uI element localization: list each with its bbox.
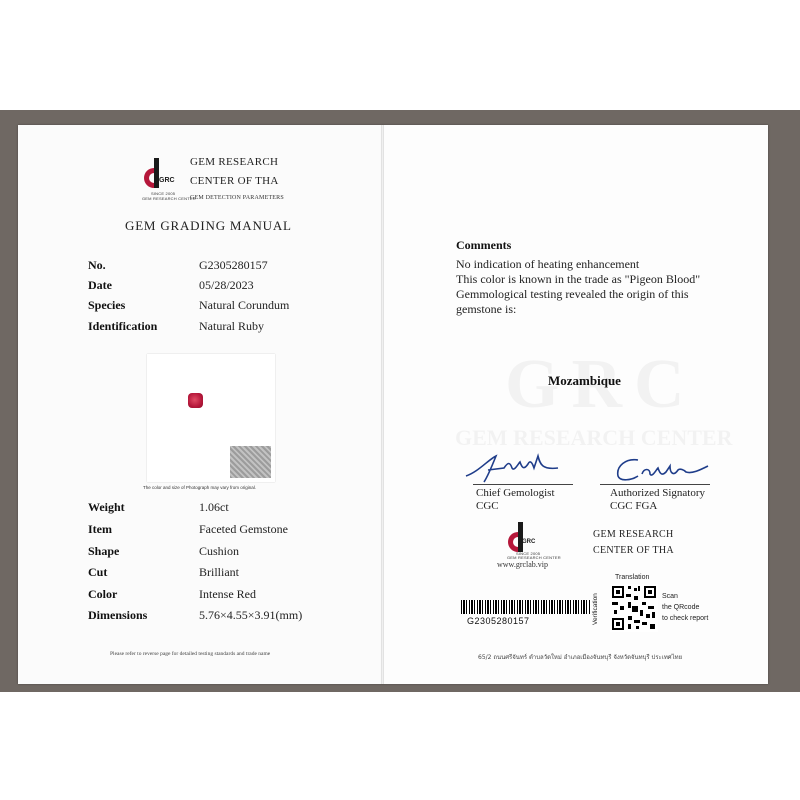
detail-value: 5.76×4.55×3.91(mm): [199, 608, 303, 622]
signature-line: [473, 484, 573, 485]
comment-line: gemstone is:: [456, 302, 517, 316]
org-name-line1: GEM RESEARCH: [190, 156, 279, 168]
ruby-stone: [188, 393, 203, 408]
barcode-number: G2305280157: [467, 616, 530, 626]
qr-instruction-line: the QRcode: [662, 604, 700, 611]
org-name: [190, 155, 279, 188]
comment-line: No indication of heating enhancement: [456, 257, 640, 271]
page-title: GEM GRADING MANUAL: [125, 218, 292, 233]
qr-instruction-line: Scan: [662, 593, 678, 600]
lab-address: 65/2 ถนนศรีจันทร์ ตำบลวัดใหม่ อำเภอเมืองจันทบุรี จังหวัดจันทบุรี ประเทศไทย: [478, 654, 683, 661]
report-barcode: [461, 600, 591, 614]
signer1-block: [476, 487, 555, 513]
chief-gemologist-signature: [458, 450, 568, 486]
detail-label: Cut: [88, 565, 108, 579]
detail-label: Identification: [88, 319, 158, 333]
detail-value: G2305280157: [199, 258, 268, 272]
detail-row-species: [88, 298, 348, 316]
detail-label: Item: [88, 522, 112, 536]
signer2-title: Authorized Signatory: [610, 487, 706, 499]
org-name-line1: GEM RESEARCH: [593, 529, 674, 540]
comment-line: This color is known in the trade as "Pigeon Blood": [456, 272, 701, 286]
grc-logo-right: [504, 520, 561, 560]
detail-row-color: [88, 587, 348, 605]
signer1-org: CGC: [476, 500, 499, 512]
comment-line: Gemmological testing revealed the origin of this: [456, 287, 689, 301]
logo-grc-text: GRC: [159, 177, 175, 184]
signature-line: [600, 484, 710, 485]
gemstone-photo: [147, 354, 275, 482]
website-link[interactable]: www.grclab.vip: [497, 560, 549, 569]
detail-label: Weight: [88, 500, 125, 514]
detail-row-date: [88, 278, 348, 296]
detail-row-shape: [88, 544, 348, 562]
detail-value: Natural Corundum: [199, 298, 290, 312]
signer1-title: Chief Gemologist: [476, 487, 555, 499]
logo-since: SINCE 2005: [516, 551, 541, 556]
security-hologram: [230, 446, 271, 478]
detail-row-identification: [88, 319, 348, 337]
page-spine: [381, 125, 384, 684]
org-name-line2: CENTER OF THA: [593, 545, 674, 556]
logo-tagline: GEM RESEARCH CENTER: [507, 555, 561, 560]
detail-value: 05/28/2023: [199, 278, 254, 292]
grc-logo: [140, 156, 196, 202]
photo-disclaimer: The color and size of Photograph may vary from original.: [143, 485, 257, 490]
detail-value: Brilliant: [199, 565, 239, 579]
detail-value: Faceted Gemstone: [199, 522, 288, 536]
logo-since: SINCE 2005: [151, 191, 176, 196]
detail-row-dimensions: [88, 608, 348, 626]
qr-verification-label: Verification: [592, 593, 599, 625]
detail-row-number: [88, 258, 348, 276]
grc-logo-icon: [140, 156, 176, 192]
detail-row-item: [88, 522, 348, 540]
watermark-name: [455, 425, 732, 451]
signer2-block: [610, 487, 705, 513]
detail-label: Shape: [88, 544, 120, 558]
logo-grc-text: GRC: [522, 539, 536, 545]
detail-label: Date: [88, 278, 112, 292]
authorized-signatory-signature: [608, 452, 718, 486]
detail-label: Color: [88, 587, 118, 601]
logo-tagline: GEM RESEARCH CENTER: [142, 196, 196, 201]
org-subtitle: GEM DETECTION PARAMETERS: [190, 195, 284, 201]
signer2-org: CGC FGA: [610, 500, 658, 512]
detail-value: Natural Ruby: [199, 319, 264, 333]
qr-instruction: [662, 591, 708, 624]
detail-value: Cushion: [199, 544, 240, 558]
qr-instruction-line: to check report: [662, 615, 709, 622]
detail-label: No.: [88, 258, 106, 272]
detail-value: Intense Red: [199, 587, 256, 601]
comments-title: Comments: [456, 238, 512, 252]
detail-value: 1.06ct: [199, 500, 229, 514]
org-name-right: [593, 528, 674, 558]
detail-row-weight: [88, 500, 348, 518]
footnote: Please refer to reverse page for detailed testing standards and trade name: [110, 651, 271, 657]
org-name-line2: CENTER OF THA: [190, 175, 279, 187]
detail-label: Species: [88, 298, 126, 312]
qr-code[interactable]: [610, 584, 658, 632]
detail-label: Dimensions: [88, 608, 148, 622]
qr-translation-label: Translation: [615, 574, 650, 581]
detail-row-cut: [88, 565, 348, 583]
origin-country: Mozambique: [548, 373, 621, 388]
